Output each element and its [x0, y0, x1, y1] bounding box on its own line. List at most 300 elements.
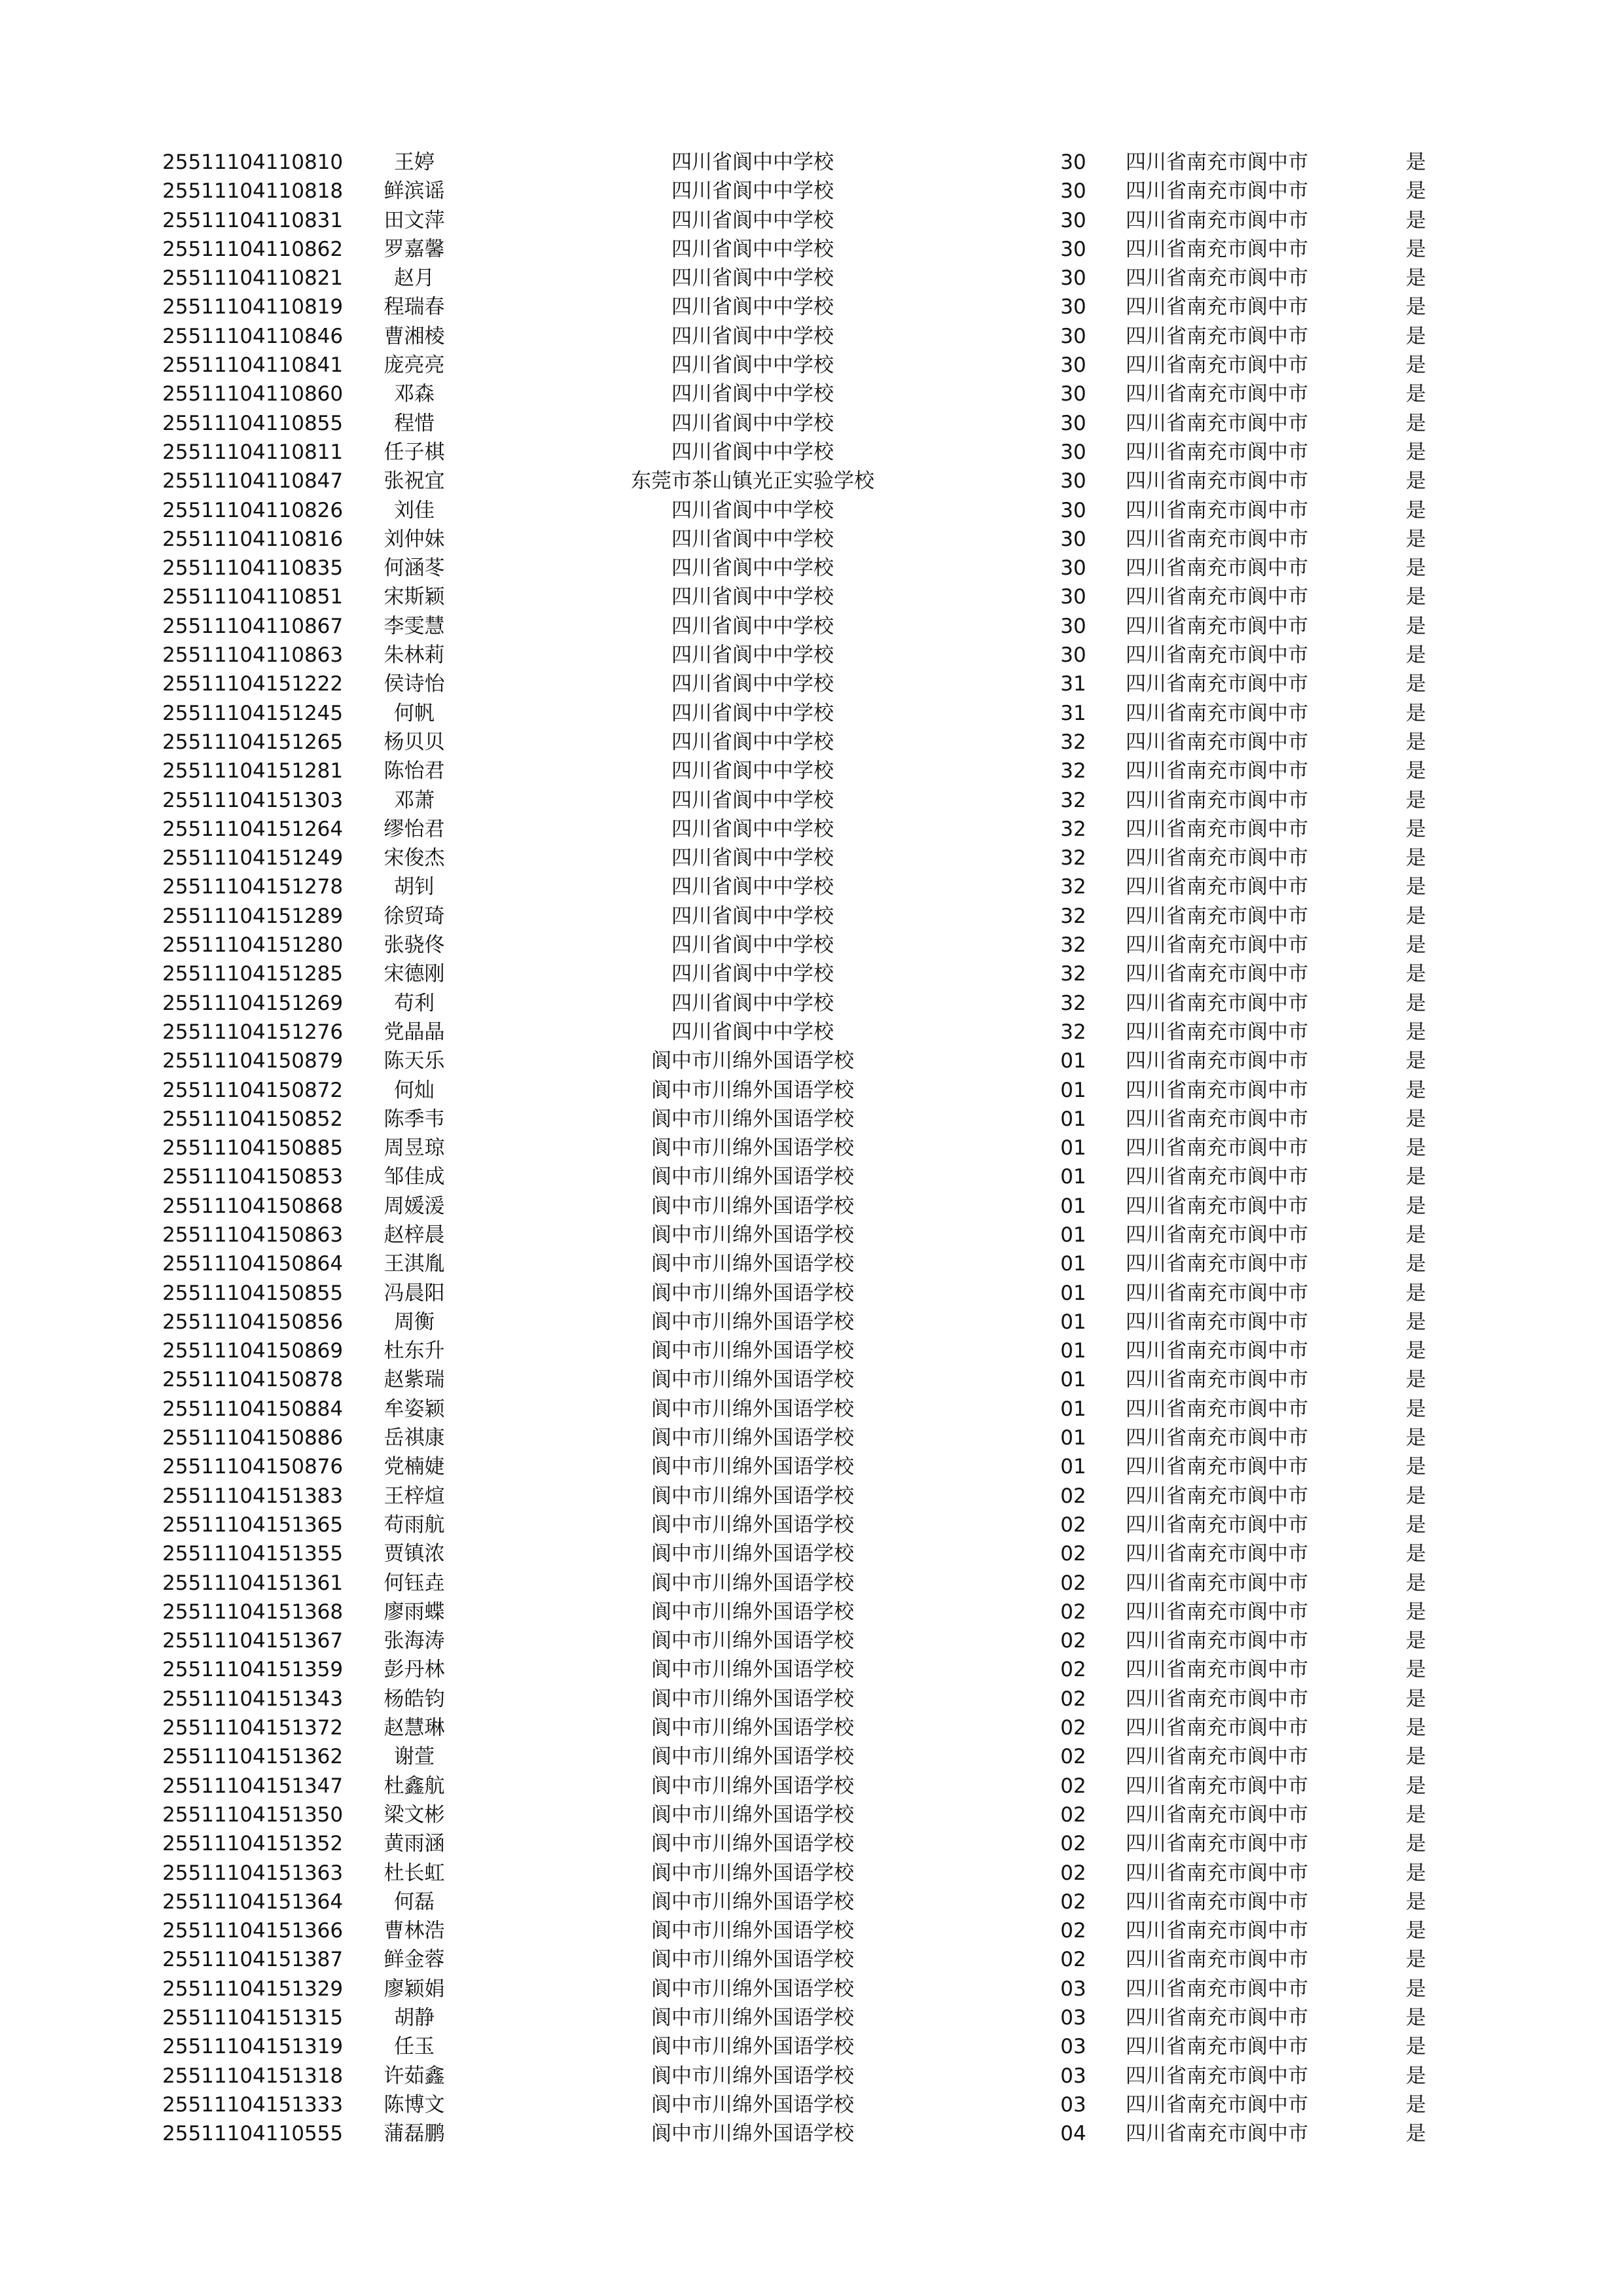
class-number-cell: 02: [1060, 1716, 1086, 1740]
status-flag-cell: 是: [1406, 1484, 1426, 1508]
student-name-cell: 李雯慧: [383, 614, 445, 638]
exam-number-cell: 25511104151355: [162, 1542, 344, 1566]
school-name-cell: 阆中市川绵外国语学校: [651, 1484, 854, 1508]
region-cell: 四川省南充市阆中市: [1126, 237, 1308, 261]
table-row: [0, 1916, 1623, 1945]
student-name-cell: 何钰垚: [383, 1571, 445, 1595]
class-number-cell: 02: [1060, 1658, 1086, 1682]
school-name-cell: 阆中市川绵外国语学校: [651, 2035, 854, 2059]
table-row: [0, 960, 1623, 988]
school-name-cell: 阆中市川绵外国语学校: [651, 1513, 854, 1537]
table-row: [0, 728, 1623, 757]
region-cell: 四川省南充市阆中市: [1126, 1513, 1308, 1537]
class-number-cell: 01: [1060, 1194, 1086, 1218]
school-name-cell: 阆中市川绵外国语学校: [651, 2006, 854, 2030]
class-number-cell: 30: [1060, 151, 1086, 174]
student-name-cell: 程惜: [394, 411, 435, 435]
class-number-cell: 30: [1060, 643, 1086, 668]
school-name-cell: 阆中市川绵外国语学校: [651, 1136, 854, 1160]
school-name-cell: 阆中市川绵外国语学校: [651, 1745, 854, 1769]
school-name-cell: 阆中市川绵外国语学校: [651, 1716, 854, 1740]
class-number-cell: 02: [1060, 1774, 1086, 1798]
student-name-cell: 张祝宜: [383, 469, 445, 493]
status-flag-cell: 是: [1406, 1600, 1426, 1624]
table-row: [0, 438, 1623, 467]
class-number-cell: 02: [1060, 1600, 1086, 1624]
region-cell: 四川省南充市阆中市: [1126, 962, 1308, 986]
status-flag-cell: 是: [1406, 556, 1426, 581]
status-flag-cell: 是: [1406, 2092, 1426, 2117]
student-name-cell: 梁文彬: [383, 1803, 445, 1827]
region-cell: 四川省南充市阆中市: [1126, 1252, 1308, 1276]
school-name-cell: 四川省阆中中学校: [671, 1020, 834, 1044]
region-cell: 四川省南充市阆中市: [1126, 701, 1308, 725]
class-number-cell: 01: [1060, 1107, 1086, 1131]
school-name-cell: 阆中市川绵外国语学校: [651, 1919, 854, 1943]
table-row: [0, 699, 1623, 728]
class-number-cell: 01: [1060, 1455, 1086, 1479]
exam-number-cell: 25511104151289: [162, 904, 344, 928]
exam-number-cell: 25511104151352: [162, 1832, 344, 1856]
school-name-cell: 阆中市川绵外国语学校: [651, 1890, 854, 1914]
student-name-cell: 赵慧琳: [383, 1716, 445, 1740]
table-row: [0, 1018, 1623, 1047]
region-cell: 四川省南充市阆中市: [1126, 295, 1308, 319]
school-name-cell: 阆中市川绵外国语学校: [651, 1571, 854, 1595]
status-flag-cell: 是: [1406, 2064, 1426, 2088]
table-row: [0, 1249, 1623, 1278]
class-number-cell: 03: [1060, 2092, 1086, 2117]
exam-number-cell: 25511104151269: [162, 991, 344, 1015]
status-flag-cell: 是: [1406, 382, 1426, 406]
class-number-cell: 02: [1060, 1629, 1086, 1653]
table-row: [0, 1975, 1623, 2003]
table-row: [0, 902, 1623, 931]
table-row: [0, 2032, 1623, 2061]
student-name-cell: 谢萱: [394, 1745, 435, 1769]
exam-number-cell: 25511104151350: [162, 1803, 344, 1827]
table-row: [0, 583, 1623, 611]
school-name-cell: 阆中市川绵外国语学校: [651, 1397, 854, 1421]
region-cell: 四川省南充市阆中市: [1126, 1687, 1308, 1711]
status-flag-cell: 是: [1406, 1310, 1426, 1334]
table-row: [0, 844, 1623, 872]
table-row: [0, 1221, 1623, 1249]
status-flag-cell: 是: [1406, 817, 1426, 841]
school-name-cell: 四川省阆中中学校: [671, 701, 834, 725]
table-row: [0, 2003, 1623, 2032]
student-name-cell: 王婷: [394, 151, 435, 174]
student-name-cell: 曹林浩: [383, 1919, 445, 1943]
table-row: [0, 1713, 1623, 1742]
status-flag-cell: 是: [1406, 672, 1426, 696]
region-cell: 四川省南充市阆中市: [1126, 556, 1308, 581]
status-flag-cell: 是: [1406, 411, 1426, 435]
region-cell: 四川省南充市阆中市: [1126, 759, 1308, 783]
class-number-cell: 01: [1060, 1310, 1086, 1334]
exam-number-cell: 25511104151318: [162, 2064, 344, 2088]
region-cell: 四川省南充市阆中市: [1126, 1861, 1308, 1885]
school-name-cell: 四川省阆中中学校: [671, 498, 834, 522]
status-flag-cell: 是: [1406, 440, 1426, 464]
region-cell: 四川省南充市阆中市: [1126, 1890, 1308, 1914]
region-cell: 四川省南充市阆中市: [1126, 324, 1308, 348]
student-name-cell: 鲜金蓉: [383, 1948, 445, 1972]
table-row: [0, 235, 1623, 264]
school-name-cell: 四川省阆中中学校: [671, 556, 834, 581]
table-row: [0, 1192, 1623, 1221]
class-number-cell: 32: [1060, 933, 1086, 958]
status-flag-cell: 是: [1406, 1890, 1426, 1914]
student-name-cell: 蒲磊鹏: [383, 2122, 445, 2146]
student-name-cell: 杜鑫航: [383, 1774, 445, 1798]
table-row: [0, 1279, 1623, 1308]
class-number-cell: 02: [1060, 1890, 1086, 1914]
school-name-cell: 阆中市川绵外国语学校: [651, 2122, 854, 2146]
school-name-cell: 四川省阆中中学校: [671, 237, 834, 261]
table-row: [0, 1424, 1623, 1452]
class-number-cell: 32: [1060, 846, 1086, 870]
table-row: [0, 815, 1623, 844]
exam-number-cell: 25511104150879: [162, 1049, 344, 1073]
exam-number-cell: 25511104151343: [162, 1687, 344, 1711]
student-name-cell: 刘佳: [394, 498, 435, 522]
class-number-cell: 30: [1060, 498, 1086, 522]
table-row: [0, 989, 1623, 1018]
student-name-cell: 赵月: [394, 266, 435, 291]
school-name-cell: 阆中市川绵外国语学校: [651, 2064, 854, 2088]
student-name-cell: 鲜滨谣: [383, 179, 445, 204]
exam-number-cell: 25511104150885: [162, 1136, 344, 1160]
school-name-cell: 四川省阆中中学校: [671, 266, 834, 291]
class-number-cell: 01: [1060, 1078, 1086, 1102]
student-name-cell: 周昱琼: [383, 1136, 445, 1160]
school-name-cell: 四川省阆中中学校: [671, 643, 834, 668]
exam-number-cell: 25511104151364: [162, 1890, 344, 1914]
status-flag-cell: 是: [1406, 1571, 1426, 1595]
exam-number-cell: 25511104150868: [162, 1194, 344, 1218]
student-name-cell: 王淇胤: [383, 1252, 445, 1276]
school-name-cell: 四川省阆中中学校: [671, 151, 834, 174]
status-flag-cell: 是: [1406, 498, 1426, 522]
student-name-cell: 宋德刚: [383, 962, 445, 986]
region-cell: 四川省南充市阆中市: [1126, 817, 1308, 841]
school-name-cell: 四川省阆中中学校: [671, 614, 834, 638]
exam-number-cell: 25511104110847: [162, 469, 344, 493]
table-row: [0, 1829, 1623, 1858]
table-row: [0, 1626, 1623, 1655]
region-cell: 四川省南充市阆中市: [1126, 1020, 1308, 1044]
region-cell: 四川省南充市阆中市: [1126, 1339, 1308, 1363]
school-name-cell: 东莞市茶山镇光正实验学校: [631, 469, 874, 493]
class-number-cell: 02: [1060, 1687, 1086, 1711]
region-cell: 四川省南充市阆中市: [1126, 151, 1308, 174]
table-row: [0, 786, 1623, 815]
exam-number-cell: 25511104110862: [162, 237, 344, 261]
exam-number-cell: 25511104151276: [162, 1020, 344, 1044]
status-flag-cell: 是: [1406, 2122, 1426, 2146]
school-name-cell: 阆中市川绵外国语学校: [651, 1078, 854, 1102]
status-flag-cell: 是: [1406, 933, 1426, 958]
region-cell: 四川省南充市阆中市: [1126, 498, 1308, 522]
table-row: [0, 1395, 1623, 1424]
school-name-cell: 阆中市川绵外国语学校: [651, 1687, 854, 1711]
region-cell: 四川省南充市阆中市: [1126, 1716, 1308, 1740]
school-name-cell: 四川省阆中中学校: [671, 875, 834, 899]
school-name-cell: 阆中市川绵外国语学校: [651, 1542, 854, 1566]
region-cell: 四川省南充市阆中市: [1126, 1977, 1308, 2001]
exam-number-cell: 25511104150853: [162, 1165, 344, 1189]
class-number-cell: 32: [1060, 1020, 1086, 1044]
status-flag-cell: 是: [1406, 1687, 1426, 1711]
table-row: [0, 2062, 1623, 2090]
table-row: [0, 1076, 1623, 1105]
region-cell: 四川省南充市阆中市: [1126, 1600, 1308, 1624]
student-name-cell: 周衡: [394, 1310, 435, 1334]
class-number-cell: 30: [1060, 614, 1086, 638]
exam-number-cell: 25511104150855: [162, 1281, 344, 1305]
region-cell: 四川省南充市阆中市: [1126, 2035, 1308, 2059]
school-name-cell: 四川省阆中中学校: [671, 904, 834, 928]
class-number-cell: 01: [1060, 1223, 1086, 1247]
table-row: [0, 1655, 1623, 1684]
class-number-cell: 02: [1060, 1513, 1086, 1537]
school-name-cell: 四川省阆中中学校: [671, 672, 834, 696]
student-name-cell: 陈怡君: [383, 759, 445, 783]
status-flag-cell: 是: [1406, 266, 1426, 291]
class-number-cell: 32: [1060, 962, 1086, 986]
table-row: [0, 293, 1623, 321]
class-number-cell: 01: [1060, 1281, 1086, 1305]
student-name-cell: 杨贝贝: [383, 730, 445, 754]
school-name-cell: 阆中市川绵外国语学校: [651, 1832, 854, 1856]
exam-number-cell: 25511104110831: [162, 208, 344, 232]
exam-number-cell: 25511104150869: [162, 1339, 344, 1363]
exam-number-cell: 25511104151264: [162, 817, 344, 841]
exam-number-cell: 25511104151281: [162, 759, 344, 783]
region-cell: 四川省南充市阆中市: [1126, 1136, 1308, 1160]
status-flag-cell: 是: [1406, 991, 1426, 1015]
exam-number-cell: 25511104151372: [162, 1716, 344, 1740]
region-cell: 四川省南充市阆中市: [1126, 1455, 1308, 1479]
exam-number-cell: 25511104150884: [162, 1397, 344, 1421]
region-cell: 四川省南充市阆中市: [1126, 672, 1308, 696]
class-number-cell: 02: [1060, 1948, 1086, 1972]
school-name-cell: 阆中市川绵外国语学校: [651, 1310, 854, 1334]
school-name-cell: 阆中市川绵外国语学校: [651, 1339, 854, 1363]
exam-number-cell: 25511104150886: [162, 1426, 344, 1450]
table-row: [0, 757, 1623, 785]
exam-number-cell: 25511104151315: [162, 2006, 344, 2030]
school-name-cell: 四川省阆中中学校: [671, 324, 834, 348]
school-name-cell: 四川省阆中中学校: [671, 759, 834, 783]
student-name-cell: 周媛湲: [383, 1194, 445, 1218]
status-flag-cell: 是: [1406, 875, 1426, 899]
status-flag-cell: 是: [1406, 1078, 1426, 1102]
class-number-cell: 30: [1060, 382, 1086, 406]
status-flag-cell: 是: [1406, 1165, 1426, 1189]
student-name-cell: 邓萧: [394, 788, 435, 812]
class-number-cell: 02: [1060, 1542, 1086, 1566]
table-row: [0, 1365, 1623, 1394]
exam-number-cell: 25511104151319: [162, 2035, 344, 2059]
region-cell: 四川省南充市阆中市: [1126, 469, 1308, 493]
school-name-cell: 四川省阆中中学校: [671, 382, 834, 406]
exam-number-cell: 25511104110821: [162, 266, 344, 291]
school-name-cell: 阆中市川绵外国语学校: [651, 1803, 854, 1827]
class-number-cell: 31: [1060, 672, 1086, 696]
student-name-cell: 侯诗怡: [383, 672, 445, 696]
region-cell: 四川省南充市阆中市: [1126, 179, 1308, 204]
student-name-cell: 邹佳成: [383, 1165, 445, 1189]
exam-number-cell: 25511104110826: [162, 498, 344, 522]
school-name-cell: 阆中市川绵外国语学校: [651, 1600, 854, 1624]
region-cell: 四川省南充市阆中市: [1126, 1194, 1308, 1218]
student-name-cell: 彭丹林: [383, 1658, 445, 1682]
exam-number-cell: 25511104150852: [162, 1107, 344, 1131]
exam-number-cell: 25511104110555: [162, 2122, 344, 2146]
status-flag-cell: 是: [1406, 2035, 1426, 2059]
class-number-cell: 30: [1060, 237, 1086, 261]
region-cell: 四川省南充市阆中市: [1126, 1571, 1308, 1595]
student-name-cell: 胡钊: [394, 875, 435, 899]
exam-number-cell: 25511104110816: [162, 527, 344, 551]
status-flag-cell: 是: [1406, 1977, 1426, 2001]
class-number-cell: 01: [1060, 1049, 1086, 1073]
status-flag-cell: 是: [1406, 1716, 1426, 1740]
class-number-cell: 30: [1060, 440, 1086, 464]
class-number-cell: 32: [1060, 904, 1086, 928]
table-row: [0, 1742, 1623, 1771]
student-name-cell: 徐贸琦: [383, 904, 445, 928]
region-cell: 四川省南充市阆中市: [1126, 208, 1308, 232]
table-row: [0, 1772, 1623, 1801]
exam-number-cell: 25511104150864: [162, 1252, 344, 1276]
status-flag-cell: 是: [1406, 614, 1426, 638]
exam-number-cell: 25511104151303: [162, 788, 344, 812]
status-flag-cell: 是: [1406, 1919, 1426, 1943]
student-name-cell: 田文萍: [383, 208, 445, 232]
exam-number-cell: 25511104151333: [162, 2092, 344, 2117]
status-flag-cell: 是: [1406, 759, 1426, 783]
status-flag-cell: 是: [1406, 2006, 1426, 2030]
student-name-cell: 王梓煊: [383, 1484, 445, 1508]
exam-number-cell: 25511104150878: [162, 1368, 344, 1392]
status-flag-cell: 是: [1406, 208, 1426, 232]
exam-number-cell: 25511104151387: [162, 1948, 344, 1972]
school-name-cell: 四川省阆中中学校: [671, 295, 834, 319]
class-number-cell: 01: [1060, 1368, 1086, 1392]
class-number-cell: 32: [1060, 788, 1086, 812]
exam-number-cell: 25511104151329: [162, 1977, 344, 2001]
school-name-cell: 阆中市川绵外国语学校: [651, 1629, 854, 1653]
student-name-cell: 廖雨蝶: [383, 1600, 445, 1624]
student-name-cell: 苟雨航: [383, 1513, 445, 1537]
region-cell: 四川省南充市阆中市: [1126, 846, 1308, 870]
exam-number-cell: 25511104110846: [162, 324, 344, 348]
exam-number-cell: 25511104110851: [162, 585, 344, 609]
status-flag-cell: 是: [1406, 1861, 1426, 1885]
student-name-cell: 杜长虹: [383, 1861, 445, 1885]
table-row: [0, 1569, 1623, 1598]
region-cell: 四川省南充市阆中市: [1126, 1542, 1308, 1566]
exam-number-cell: 25511104151362: [162, 1745, 344, 1769]
region-cell: 四川省南充市阆中市: [1126, 1745, 1308, 1769]
exam-number-cell: 25511104110860: [162, 382, 344, 406]
status-flag-cell: 是: [1406, 1629, 1426, 1653]
school-name-cell: 四川省阆中中学校: [671, 846, 834, 870]
class-number-cell: 32: [1060, 730, 1086, 754]
student-name-cell: 杜东升: [383, 1339, 445, 1363]
student-name-cell: 党楠婕: [383, 1455, 445, 1479]
status-flag-cell: 是: [1406, 1745, 1426, 1769]
status-flag-cell: 是: [1406, 1455, 1426, 1479]
region-cell: 四川省南充市阆中市: [1126, 2092, 1308, 2117]
class-number-cell: 30: [1060, 179, 1086, 204]
region-cell: 四川省南充市阆中市: [1126, 1658, 1308, 1682]
class-number-cell: 02: [1060, 1745, 1086, 1769]
student-name-cell: 邓森: [394, 382, 435, 406]
student-name-cell: 岳祺康: [383, 1426, 445, 1450]
exam-number-cell: 25511104110819: [162, 295, 344, 319]
table-row: [0, 496, 1623, 525]
class-number-cell: 02: [1060, 1919, 1086, 1943]
region-cell: 四川省南充市阆中市: [1126, 1919, 1308, 1943]
status-flag-cell: 是: [1406, 1426, 1426, 1450]
region-cell: 四川省南充市阆中市: [1126, 1484, 1308, 1508]
status-flag-cell: 是: [1406, 585, 1426, 609]
region-cell: 四川省南充市阆中市: [1126, 1310, 1308, 1334]
student-name-cell: 胡静: [394, 2006, 435, 2030]
school-name-cell: 四川省阆中中学校: [671, 527, 834, 551]
student-name-cell: 何涵苳: [383, 556, 445, 581]
status-flag-cell: 是: [1406, 701, 1426, 725]
exam-number-cell: 25511104151383: [162, 1484, 344, 1508]
student-name-cell: 张骁佟: [383, 933, 445, 958]
student-name-cell: 赵梓晨: [383, 1223, 445, 1247]
status-flag-cell: 是: [1406, 1397, 1426, 1421]
class-number-cell: 30: [1060, 208, 1086, 232]
class-number-cell: 30: [1060, 527, 1086, 551]
region-cell: 四川省南充市阆中市: [1126, 266, 1308, 291]
student-name-cell: 党晶晶: [383, 1020, 445, 1044]
student-name-cell: 何灿: [394, 1078, 435, 1102]
exam-number-cell: 25511104110818: [162, 179, 344, 204]
class-number-cell: 32: [1060, 817, 1086, 841]
table-row: [0, 1859, 1623, 1888]
class-number-cell: 01: [1060, 1339, 1086, 1363]
region-cell: 四川省南充市阆中市: [1126, 614, 1308, 638]
status-flag-cell: 是: [1406, 295, 1426, 319]
region-cell: 四川省南充市阆中市: [1126, 1948, 1308, 1972]
school-name-cell: 阆中市川绵外国语学校: [651, 1107, 854, 1131]
region-cell: 四川省南充市阆中市: [1126, 1281, 1308, 1305]
table-row: [0, 1888, 1623, 1916]
status-flag-cell: 是: [1406, 1774, 1426, 1798]
school-name-cell: 阆中市川绵外国语学校: [651, 1861, 854, 1885]
class-number-cell: 03: [1060, 2006, 1086, 2030]
class-number-cell: 30: [1060, 266, 1086, 291]
exam-number-cell: 25511104151368: [162, 1600, 344, 1624]
table-row: [0, 148, 1623, 177]
status-flag-cell: 是: [1406, 1948, 1426, 1972]
table-row: [0, 612, 1623, 641]
student-table: [0, 148, 1623, 2148]
class-number-cell: 03: [1060, 2035, 1086, 2059]
region-cell: 四川省南充市阆中市: [1126, 353, 1308, 378]
class-number-cell: 30: [1060, 469, 1086, 493]
region-cell: 四川省南充市阆中市: [1126, 382, 1308, 406]
